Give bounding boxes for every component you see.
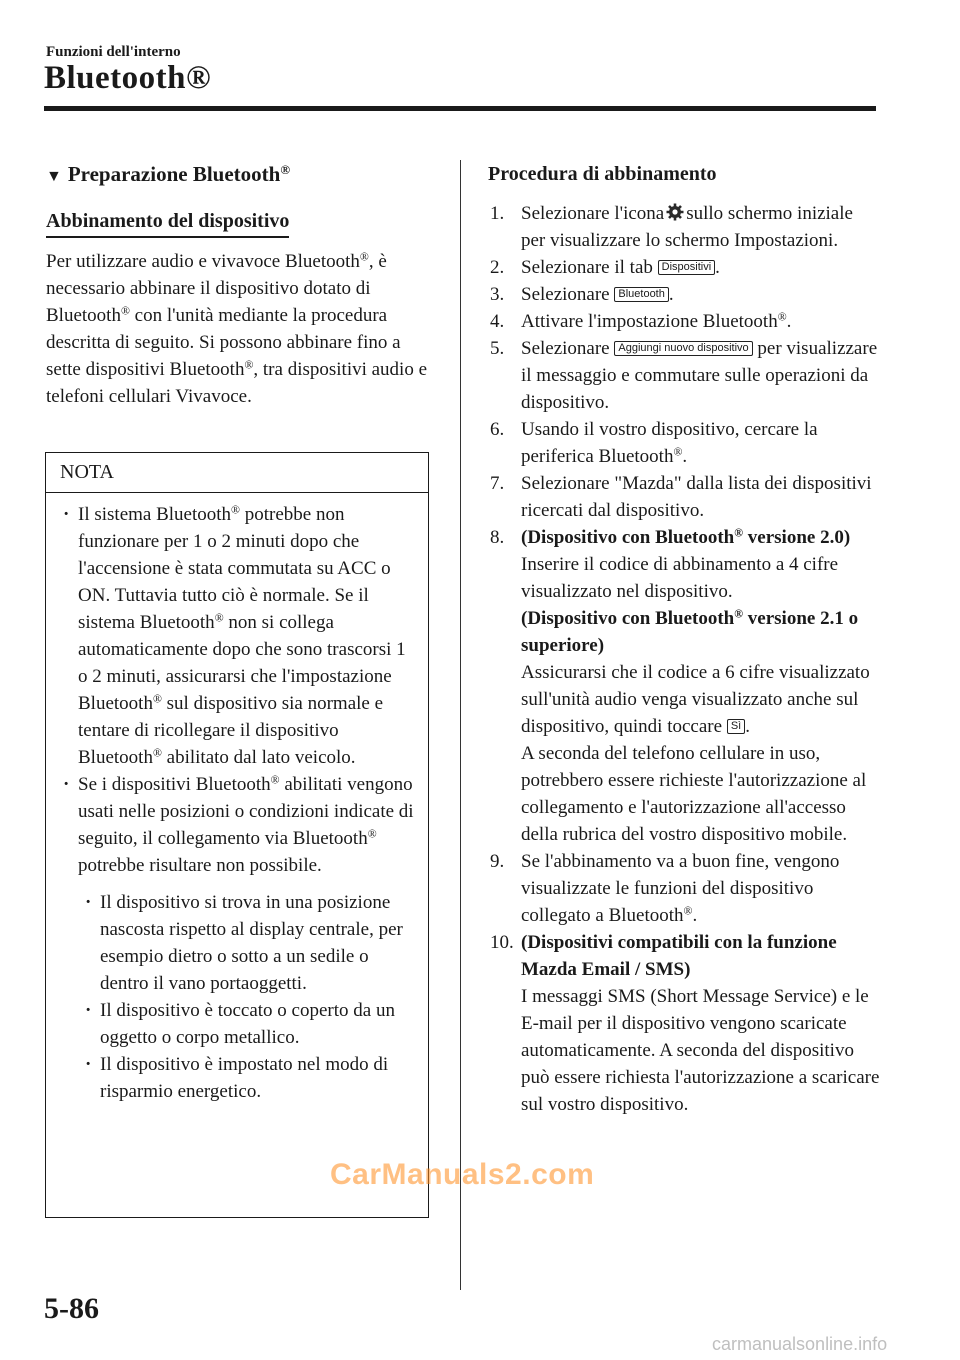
note-sub-bullet: · Il dispositivo è impostato nel modo di risparmio energetico. [60,1051,418,1105]
header-rule [44,106,876,111]
page-title: Bluetooth® [44,60,212,96]
section-title: ▼ Preparazione Bluetooth® [46,161,291,186]
settings-gear-icon [666,203,684,221]
step-10: 10. (Dispositivi compatibili con la funzione Mazda Email / SMS) I messaggi SMS (Short Message Service) e le E-mail per il dispositivo vengono scaricate automaticamente. A seconda del dispositivo può essere richiesta l'autorizzazione a scaricare sul vostro dispositivo. [490,932,880,1115]
note-sub-bullet: · Il dispositivo è toccato o coperto da un oggetto o corpo metallico. [60,997,418,1051]
step-8: 8. (Dispositivo con Bluetooth® versione 2.0) Inserire il codice di abbinamento a 4 cifre visualizzato nel dispositivo. (Dispositivo con Bluetooth® versione 2.1 o superiore) Assicurarsi che il codice a 6 cifre visualizzato sull'unità audio venga visualizzato anche sul dispositivo, quindi toccare Sì . A seconda del telefono cellulare in uso, potrebbero essere richieste l'autorizzazione al collegamento e l'autorizzazione all'accesso della rubrica del vostro dispositivo mobile. [490,526,870,845]
column-divider [460,160,461,1290]
add-device-button: Aggiungi nuovo dispositivo [614,341,752,356]
running-header: Funzioni dell'interno [46,44,181,60]
page-number: 5-86 [44,1292,99,1325]
triangle-icon: ▼ [46,168,62,185]
left-column [46,160,431,410]
footer-url: carmanualsonline.info [712,1334,888,1354]
yes-button: Sì [727,719,745,734]
note-bullet: · Se i dispositivi Bluetooth® abilitati vengono usati nelle posizioni o condizioni indicate di seguito, il collegamento via Bluetooth® potrebbe risultare non possibile. [60,771,418,879]
intro-paragraph: Per utilizzare audio e vivavoce Bluetooth®, è necessario abbinare il dispositivo dotato di Bluetooth® con l'unità mediante la procedura descritta di seguito. Si possono abbinare fino a sette dispositivi Bluetooth®, tra dispositivi audio e telefoni cellulari Vivavoce. [46,250,428,407]
step-3: 3. Selezionare Bluetooth . [490,284,674,305]
note-sub-bullet: · Il dispositivo si trova in una posizione nascosta rispetto al display centrale, per esempio dietro o sotto a un sedile o dentro il vano portaoggetti. [60,889,418,997]
note-bullet: · Il sistema Bluetooth® potrebbe non funzionare per 1 o 2 minuti dopo che l'accensione è stata commutata su ACC o ON. Tuttavia tutto ciò è normale. Se il sistema Bluetooth® non si collega automaticamente dopo che sono trascorsi 1 o 2 minuti, assicurarsi che l'impostazione Bluetooth® sul dispositivo sia normale e tentare di ricollegare il dispositivo Bluetooth® abilitato dal lato veicolo. [60,501,418,771]
step-7: 7. Selezionare "Mazda" dalla lista dei dispositivi ricercati dal dispositivo. [490,473,872,521]
step-5: 5. Selezionare Aggiungi nuovo dispositivo per visualizzare il messaggio e commutare sulle operazioni da dispositivo. [490,338,878,413]
bluetooth-button: Bluetooth [614,287,668,302]
step-6: 6. Usando il vostro dispositivo, cercare la periferica Bluetooth®. [490,419,818,467]
step-4: 4. Attivare l'impostazione Bluetooth®. [490,310,792,332]
note-box [45,452,429,1218]
devices-tab-button: Dispositivi [658,260,716,275]
step-1: 1. Selezionare l'icona sullo schermo iniziale per visualizzare lo schermo Impostazioni. [490,203,853,251]
note-title: NOTA [46,453,428,493]
step-9: 9. Se l'abbinamento va a buon fine, vengono visualizzate le funzioni del dispositivo collegato a Bluetooth®. [490,851,840,926]
watermark: CarManuals2.com [330,1158,595,1191]
subheading: Abbinamento del dispositivo [46,207,289,238]
procedure-title: Procedura di abbinamento [488,163,717,185]
note-body [46,493,428,1105]
step-2: 2. Selezionare il tab Dispositivi . [490,257,720,278]
right-column [488,160,880,1118]
